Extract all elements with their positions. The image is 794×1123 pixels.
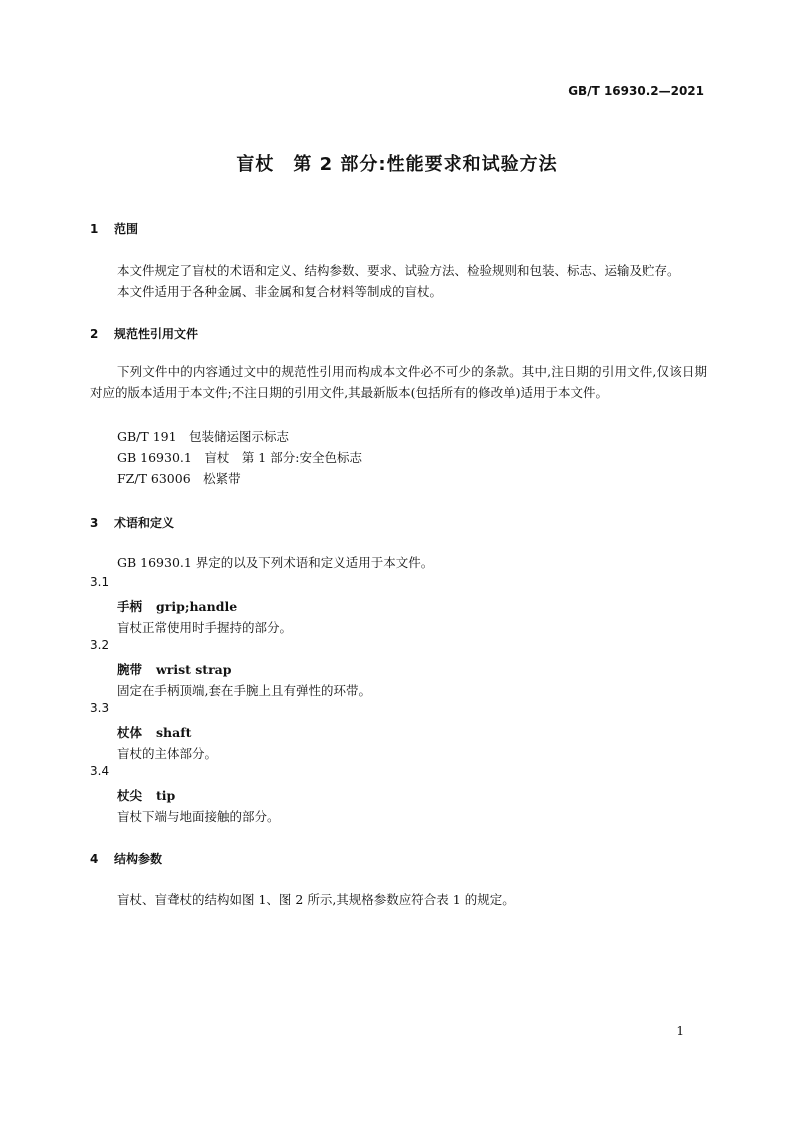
reference-item: GB 16930.1 盲杖 第 1 部分:安全色标志	[117, 450, 362, 465]
term-entry	[117, 660, 232, 678]
page-number: 1	[676, 1024, 684, 1038]
term-entry	[117, 597, 237, 615]
term-number: 3.3	[90, 701, 110, 715]
term-english: tip	[156, 788, 176, 803]
term-definition: 盲杖的主体部分。	[117, 746, 218, 761]
section-title: 术语和定义	[114, 516, 175, 530]
section-2-heading	[90, 325, 198, 342]
section-title: 规范性引用文件	[114, 327, 199, 341]
term-english: grip;handle	[156, 599, 238, 614]
term-number: 3.1	[90, 575, 110, 589]
section-1-heading	[90, 220, 138, 237]
term-definition: 盲杖下端与地面接触的部分。	[117, 809, 280, 824]
term-chinese: 腕带	[117, 662, 143, 677]
term-entry	[117, 723, 191, 741]
term-definition: 盲杖正常使用时手握持的部分。	[117, 620, 293, 635]
section-title: 结构参数	[114, 852, 163, 866]
term-entry	[117, 786, 175, 804]
scope-paragraph-1: 本文件规定了盲杖的术语和定义、结构参数、要求、试验方法、检验规则和包装、标志、运输及贮存。	[117, 263, 680, 278]
normative-references-paragraph: 下列文件中的内容通过文中的规范性引用而构成本文件必不可少的条款。其中,注日期的引用文件,仅该日期对应的版本适用于本文件;不注日期的引用文件,其最新版本(包括所有的修改单)适用于本文件。	[90, 364, 707, 400]
section-4-heading	[90, 850, 162, 867]
terms-intro: GB 16930.1 界定的以及下列术语和定义适用于本文件。	[117, 555, 434, 570]
section-3-heading	[90, 514, 174, 531]
section-number: 2	[90, 327, 99, 341]
term-english: shaft	[156, 725, 192, 740]
section-number: 1	[90, 222, 99, 236]
term-english: wrist strap	[156, 662, 232, 677]
standard-number: GB/T 16930.2—2021	[568, 84, 704, 98]
section-number: 4	[90, 852, 99, 866]
term-definition: 固定在手柄顶端,套在手腕上且有弹性的环带。	[117, 683, 371, 698]
section-title: 范围	[114, 222, 139, 236]
structure-paragraph: 盲杖、盲聋杖的结构如图 1、图 2 所示,其规格参数应符合表 1 的规定。	[117, 892, 515, 907]
term-chinese: 杖尖	[117, 788, 143, 803]
scope-paragraph-2: 本文件适用于各种金属、非金属和复合材料等制成的盲杖。	[117, 284, 443, 299]
term-number: 3.4	[90, 764, 110, 778]
term-number: 3.2	[90, 638, 110, 652]
term-chinese: 杖体	[117, 725, 143, 740]
reference-item: FZ/T 63006 松紧带	[117, 471, 241, 486]
term-chinese: 手柄	[117, 599, 143, 614]
document-title: 盲杖 第 2 部分:性能要求和试验方法	[236, 154, 558, 175]
section-number: 3	[90, 516, 99, 530]
reference-item: GB/T 191 包装储运图示标志	[117, 429, 290, 444]
reference-list	[117, 426, 362, 489]
